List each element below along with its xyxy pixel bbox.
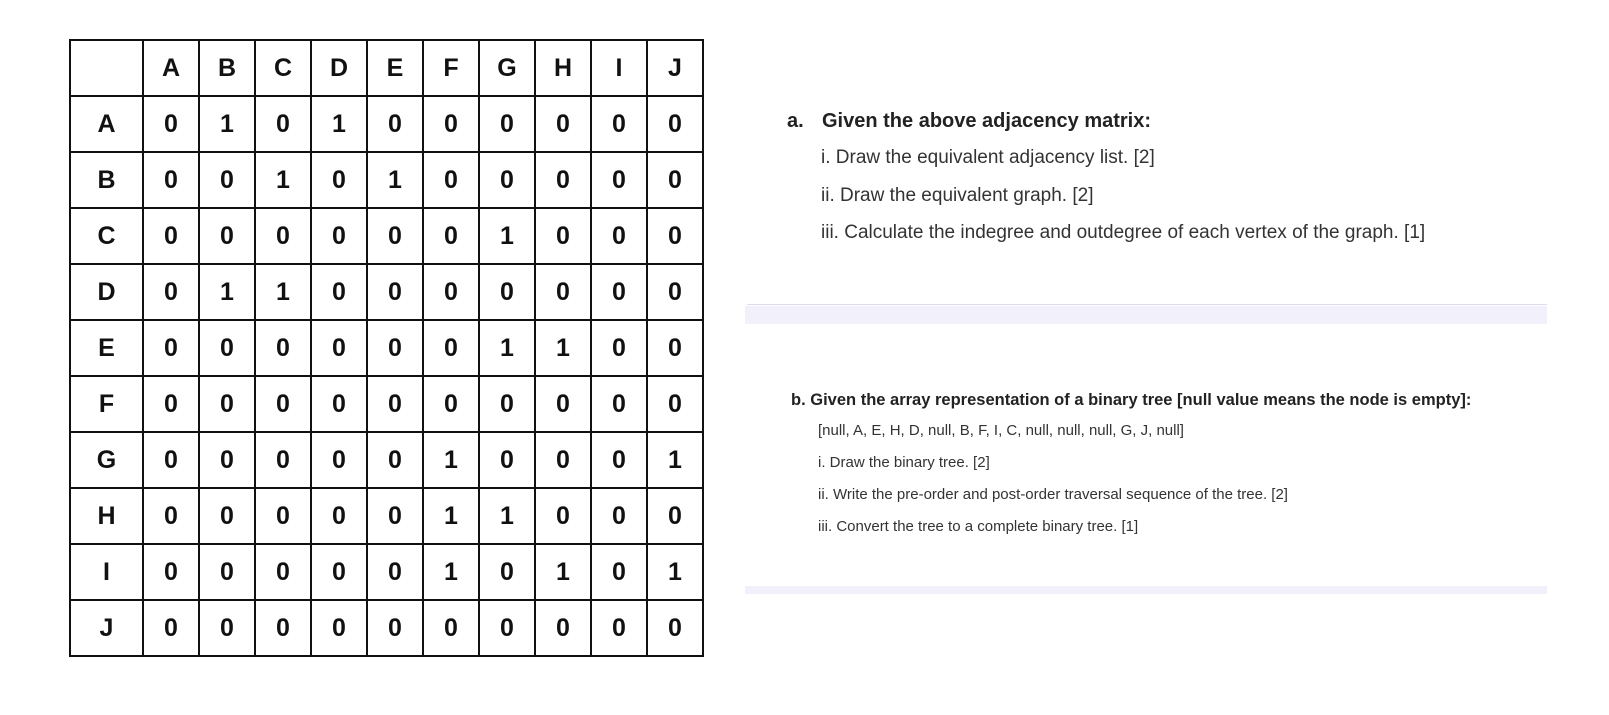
matrix-cell: 0 [143, 376, 199, 432]
matrix-cell: 0 [591, 152, 647, 208]
matrix-cell: 0 [647, 208, 703, 264]
matrix-cell: 0 [367, 432, 423, 488]
matrix-cell: 0 [423, 96, 479, 152]
matrix-cell: 0 [591, 544, 647, 600]
matrix-col-header: I [591, 40, 647, 96]
matrix-cell: 0 [535, 208, 591, 264]
matrix-row-header: C [70, 208, 143, 264]
matrix-cell: 0 [255, 544, 311, 600]
matrix-cell: 0 [199, 488, 255, 544]
matrix-cell: 0 [143, 96, 199, 152]
matrix-row-header: F [70, 376, 143, 432]
matrix-cell: 0 [311, 264, 367, 320]
question-a-item: iii. Calculate the indegree and outdegree of each vertex of the graph. [1] [821, 222, 1426, 243]
question-a-title: Given the above adjacency matrix: [822, 110, 1152, 132]
matrix-row-header: H [70, 488, 143, 544]
matrix-cell: 0 [591, 600, 647, 656]
matrix-cell: 1 [647, 432, 703, 488]
matrix-col-header: G [479, 40, 535, 96]
matrix-cell: 0 [199, 152, 255, 208]
matrix-cell: 0 [479, 600, 535, 656]
matrix-cell: 0 [647, 152, 703, 208]
matrix-cell: 0 [199, 320, 255, 376]
matrix-cell: 0 [367, 264, 423, 320]
matrix-cell: 0 [143, 208, 199, 264]
matrix-col-header: D [311, 40, 367, 96]
matrix-col-header: H [535, 40, 591, 96]
matrix-cell: 0 [479, 544, 535, 600]
matrix-row-header: J [70, 600, 143, 656]
matrix-corner-cell [70, 40, 143, 96]
matrix-cell: 0 [423, 152, 479, 208]
question-b-item: ii. Write the pre-order and post-order traversal sequence of the tree. [2] [818, 486, 1288, 503]
matrix-cell: 0 [535, 432, 591, 488]
matrix-cell: 1 [199, 264, 255, 320]
matrix-cell: 0 [535, 152, 591, 208]
matrix-col-header: B [199, 40, 255, 96]
matrix-cell: 0 [255, 208, 311, 264]
matrix-cell: 0 [535, 264, 591, 320]
matrix-cell: 0 [647, 320, 703, 376]
matrix-row [70, 264, 703, 320]
matrix-col-header: E [367, 40, 423, 96]
matrix-cell: 0 [591, 96, 647, 152]
matrix-cell: 0 [647, 264, 703, 320]
matrix-row [70, 208, 703, 264]
matrix-cell: 0 [311, 208, 367, 264]
matrix-cell: 0 [423, 320, 479, 376]
matrix-cell: 0 [143, 152, 199, 208]
matrix-cell: 0 [367, 376, 423, 432]
question-b-card [747, 326, 1547, 587]
matrix-cell: 1 [423, 544, 479, 600]
matrix-row [70, 152, 703, 208]
matrix-cell: 0 [311, 544, 367, 600]
matrix-cell: 0 [143, 432, 199, 488]
matrix-cell: 0 [255, 376, 311, 432]
matrix-cell: 0 [311, 152, 367, 208]
question-a-heading [787, 110, 1151, 133]
matrix-cell: 0 [367, 544, 423, 600]
matrix-body [70, 96, 703, 656]
matrix-cell: 0 [423, 208, 479, 264]
matrix-cell: 1 [367, 152, 423, 208]
question-b-item: i. Draw the binary tree. [2] [818, 454, 990, 471]
matrix-cell: 0 [143, 488, 199, 544]
matrix-row [70, 488, 703, 544]
matrix-header-row [70, 40, 703, 96]
matrix-cell: 0 [591, 432, 647, 488]
matrix-cell: 0 [647, 488, 703, 544]
matrix-cell: 0 [535, 600, 591, 656]
question-a-item: ii. Draw the equivalent graph. [2] [821, 185, 1094, 206]
matrix-cell: 0 [367, 208, 423, 264]
matrix-cell: 1 [479, 320, 535, 376]
matrix-cell: 0 [479, 376, 535, 432]
matrix-cell: 0 [423, 376, 479, 432]
matrix-cell: 1 [535, 320, 591, 376]
question-a-label: a. [787, 110, 804, 132]
matrix-cell: 0 [199, 208, 255, 264]
matrix-cell: 1 [479, 488, 535, 544]
matrix-cell: 0 [255, 488, 311, 544]
matrix-cell: 0 [255, 600, 311, 656]
matrix-row-header: G [70, 432, 143, 488]
matrix-cell: 1 [423, 432, 479, 488]
matrix-cell: 0 [199, 376, 255, 432]
matrix-row-header: E [70, 320, 143, 376]
matrix-cell: 0 [143, 320, 199, 376]
question-b-label: b [791, 391, 802, 409]
matrix-cell: 0 [535, 376, 591, 432]
matrix-cell: 0 [367, 600, 423, 656]
matrix-cell: 0 [255, 432, 311, 488]
matrix-cell: 0 [199, 600, 255, 656]
matrix-cell: 0 [479, 432, 535, 488]
matrix-cell: 0 [591, 208, 647, 264]
matrix-cell: 0 [647, 376, 703, 432]
adjacency-matrix-table [69, 39, 704, 657]
matrix-row [70, 600, 703, 656]
matrix-cell: 1 [255, 152, 311, 208]
matrix-row [70, 376, 703, 432]
matrix-cell: 0 [367, 96, 423, 152]
matrix-cell: 0 [199, 544, 255, 600]
matrix-cell: 0 [311, 432, 367, 488]
matrix-cell: 0 [255, 96, 311, 152]
matrix-cell: 0 [367, 488, 423, 544]
question-b-heading [791, 391, 1471, 410]
question-a-card [747, 44, 1547, 305]
question-b-item: iii. Convert the tree to a complete binary tree. [1] [818, 518, 1139, 535]
matrix-cell: 1 [255, 264, 311, 320]
matrix-cell: 0 [535, 96, 591, 152]
question-b-array: [null, A, E, H, D, null, B, F, I, C, null, null, null, G, J, null] [818, 422, 1184, 439]
matrix-cell: 0 [143, 600, 199, 656]
matrix-cell: 0 [143, 264, 199, 320]
matrix-row-header: D [70, 264, 143, 320]
matrix-col-header: A [143, 40, 199, 96]
matrix-cell: 0 [591, 488, 647, 544]
matrix-cell: 1 [199, 96, 255, 152]
matrix-cell: 0 [479, 96, 535, 152]
matrix-cell: 1 [311, 96, 367, 152]
matrix-row [70, 320, 703, 376]
matrix-row [70, 96, 703, 152]
matrix-cell: 1 [535, 544, 591, 600]
matrix-cell: 0 [479, 152, 535, 208]
question-a-item: i. Draw the equivalent adjacency list. [2] [821, 147, 1155, 168]
matrix-cell: 0 [367, 320, 423, 376]
matrix-cell: 0 [143, 544, 199, 600]
matrix-cell: 1 [647, 544, 703, 600]
card-separator [745, 306, 1547, 324]
matrix-cell: 0 [591, 376, 647, 432]
matrix-cell: 0 [311, 488, 367, 544]
matrix-cell: 0 [591, 320, 647, 376]
matrix-cell: 0 [423, 600, 479, 656]
matrix-cell: 0 [647, 600, 703, 656]
matrix-cell: 0 [591, 264, 647, 320]
matrix-row [70, 432, 703, 488]
matrix-cell: 1 [423, 488, 479, 544]
matrix-cell: 0 [311, 376, 367, 432]
matrix-cell: 0 [647, 96, 703, 152]
matrix-col-header: F [423, 40, 479, 96]
matrix-cell: 0 [199, 432, 255, 488]
matrix-cell: 1 [479, 208, 535, 264]
matrix-cell: 0 [535, 488, 591, 544]
matrix-cell: 0 [311, 320, 367, 376]
matrix-row-header: B [70, 152, 143, 208]
question-b-title: . Given the array representation of a binary tree [null value means the node is empty]: [801, 391, 1472, 409]
matrix-col-header: J [647, 40, 703, 96]
matrix-cell: 0 [479, 264, 535, 320]
matrix-cell: 0 [255, 320, 311, 376]
matrix-cell: 0 [311, 600, 367, 656]
matrix-row-header: I [70, 544, 143, 600]
matrix-row-header: A [70, 96, 143, 152]
matrix-col-header: C [255, 40, 311, 96]
matrix-row [70, 544, 703, 600]
matrix-cell: 0 [423, 264, 479, 320]
card-separator [745, 586, 1547, 594]
